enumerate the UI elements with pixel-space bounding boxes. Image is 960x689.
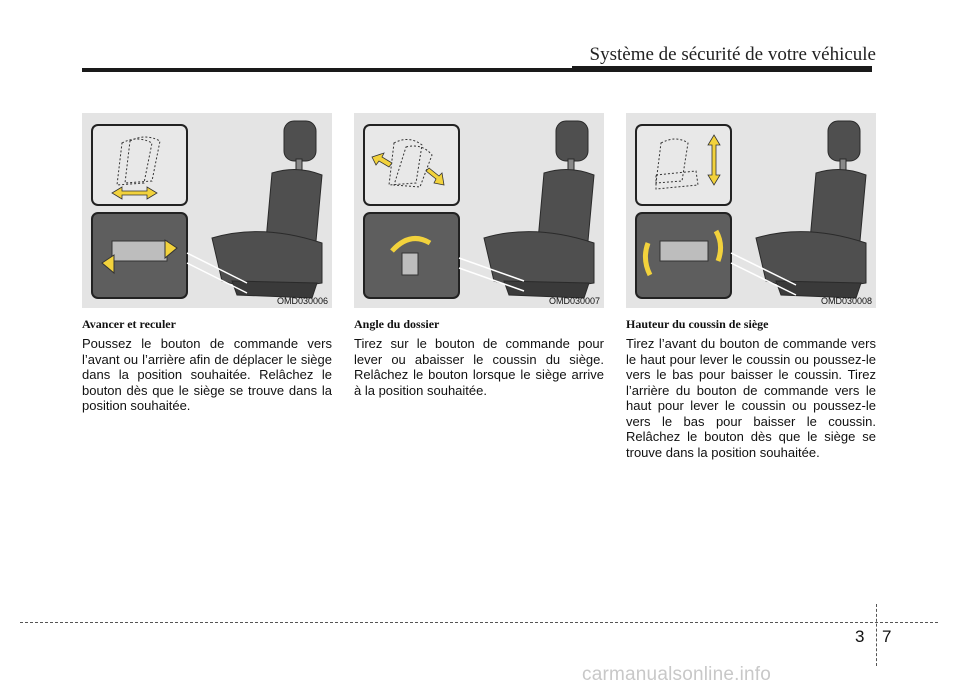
section-body: Tirez l’avant du bouton de commande vers le haut pour lever le coussin ou poussez-le vers le bas pour baisser le coussin. Tirez l’arrière du bouton de commande vers le haut pour lever le coussin ou poussez-le vers le bas pour baisser le coussin. Relâchez le bouton dès que le siège se trouve dans la position souhaitée. — [626, 336, 876, 460]
section-forward-backward — [82, 113, 332, 414]
section-cushion-height — [626, 113, 876, 460]
seat-illustration-backrest-angle — [354, 113, 604, 308]
seat-illustration-cushion-height — [626, 113, 876, 308]
header-title: Système de sécurité de votre véhicule — [589, 44, 876, 65]
seat-icon — [484, 121, 594, 298]
figure-code: OMD030008 — [820, 296, 872, 306]
page-divider — [876, 604, 877, 666]
page-number: 7 — [882, 627, 892, 646]
seat-icon — [212, 121, 322, 298]
watermark: carmanualsonline.info — [582, 664, 772, 685]
header-rule — [82, 68, 872, 72]
section-title: Avancer et reculer — [82, 317, 176, 331]
chapter-number: 3 — [855, 627, 865, 646]
section-body: Tirez sur le bouton de commande pour lever ou abaisser le coussin du siège. Relâchez le bouton lorsque le siège arrive à la position souhaitée. — [354, 336, 604, 398]
figure-code: OMD030006 — [276, 296, 328, 306]
figure-code: OMD030007 — [548, 296, 600, 306]
section-body: Poussez le bouton de commande vers l’avant ou l’arrière afin de déplacer le siège dans la position souhaitée. Relâchez le bouton dès que le siège se trouve dans la position souhaitée. — [82, 336, 332, 413]
section-title: Angle du dossier — [354, 317, 440, 331]
seat-illustration-forward-backward — [82, 113, 332, 308]
footer-rule — [20, 622, 938, 623]
section-backrest-angle — [354, 113, 604, 398]
section-title: Hauteur du coussin de siège — [626, 317, 769, 331]
seat-icon — [756, 121, 866, 298]
